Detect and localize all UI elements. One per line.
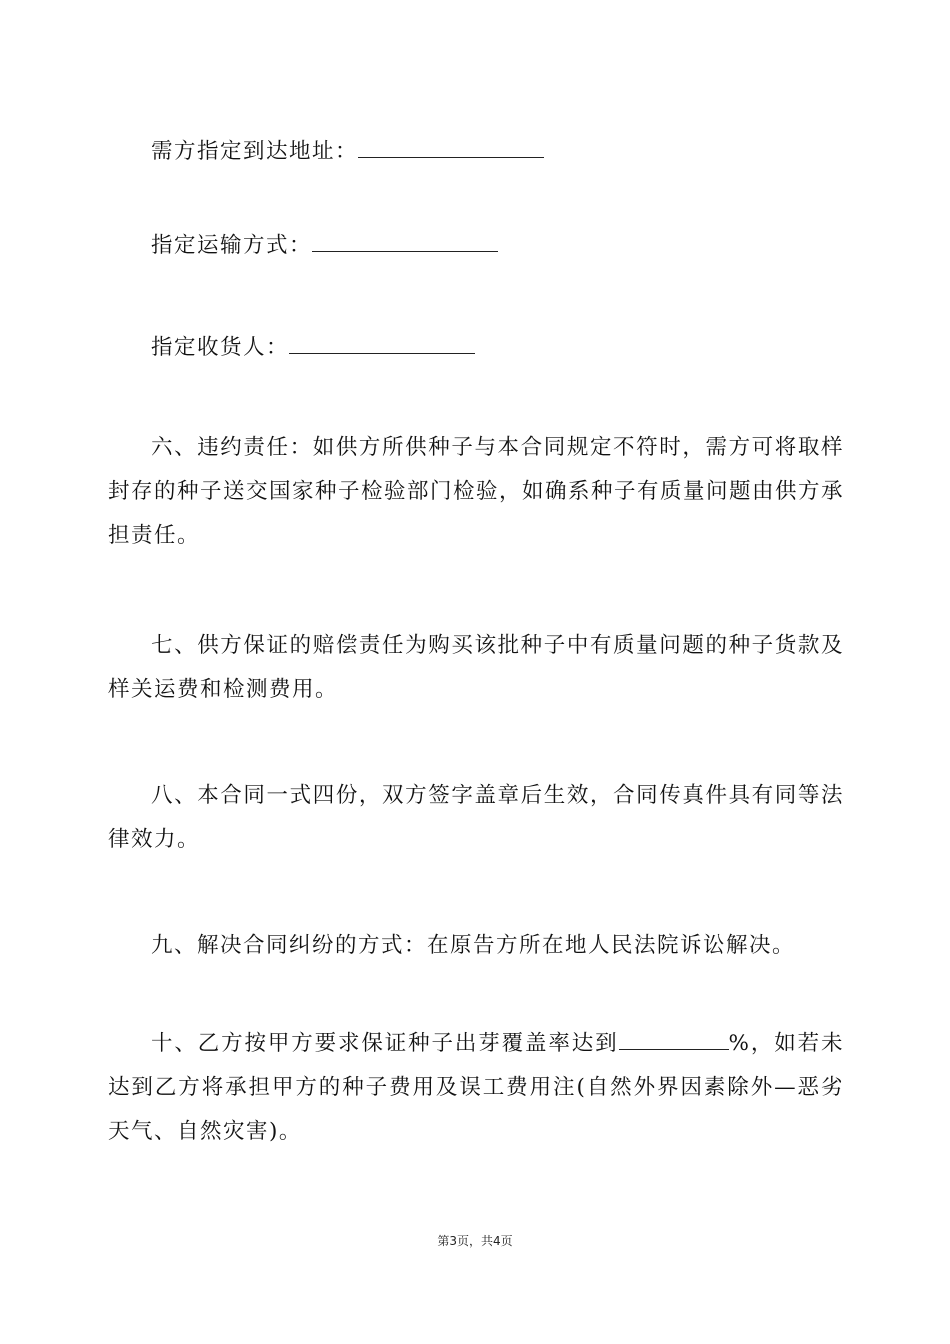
delivery-address-blank <box>358 156 544 158</box>
consignee-blank <box>289 352 475 354</box>
page-footer <box>0 1232 950 1250</box>
clause-9-dispute-resolution: 九、解决合同纠纷的方式：在原告方所在地人民法院诉讼解决。 <box>151 933 796 958</box>
clause-7-compensation: 七、供方保证的赔偿责任为购买该批种子中有质量问题的种子货款及样关运费和检测费用。 <box>108 633 844 702</box>
clause-10-text-part2: %，如若未达到乙方将承担甲方的种子费用及误工费用注(自然外界因素除外—恶劣天气、自然灾害)。 <box>108 1031 844 1144</box>
clause-10-germination-rate <box>108 1022 844 1154</box>
delivery-address-label: 需方指定到达地址： <box>151 139 359 164</box>
clause-6-breach-liability: 六、违约责任：如供方所供种子与本合同规定不符时，需方可将取样封存的种子送交国家种子检验部门检验，如确系种子有质量问题由供方承担责任。 <box>108 435 845 548</box>
consignee-label: 指定收货人： <box>151 335 290 360</box>
transport-method-field <box>108 224 844 268</box>
page-number: 第3页，共4页 <box>437 1234 513 1248</box>
germination-rate-blank <box>619 1048 729 1050</box>
clause-10-text-part1: 十、乙方按甲方要求保证种子出芽覆盖率达到 <box>151 1031 619 1056</box>
delivery-address-field <box>108 130 844 174</box>
clause-8-copies-effect: 八、本合同一式四份，双方签字盖章后生效，合同传真件具有同等法律效力。 <box>108 783 844 852</box>
consignee-field <box>108 326 844 370</box>
transport-method-blank <box>312 250 498 252</box>
transport-method-label: 指定运输方式： <box>151 233 313 258</box>
